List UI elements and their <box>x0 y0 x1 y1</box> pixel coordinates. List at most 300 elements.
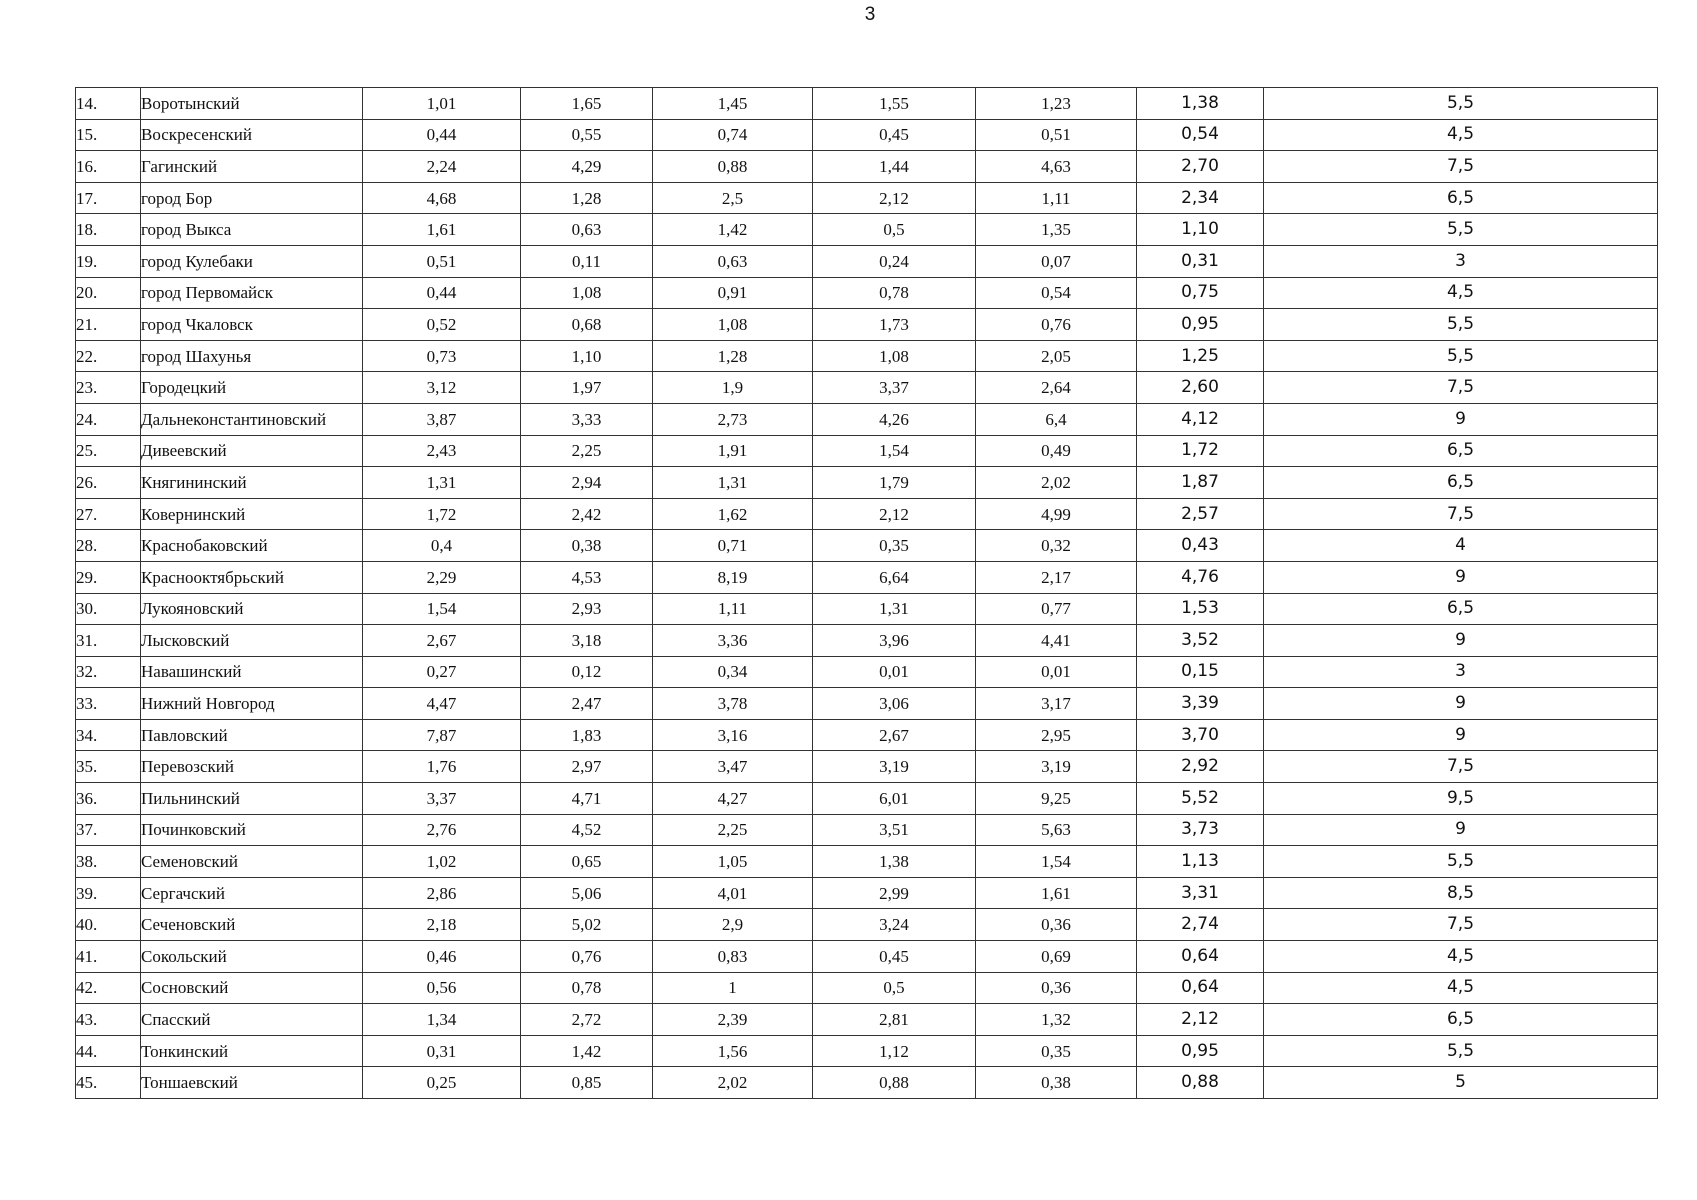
value-cell: 4,99 <box>976 498 1137 530</box>
average-cell: 0,64 <box>1137 972 1264 1004</box>
row-number-cell: 29. <box>76 561 141 593</box>
value-cell: 3,87 <box>363 403 521 435</box>
value-cell: 4,52 <box>521 814 653 846</box>
row-number-cell: 28. <box>76 530 141 562</box>
average-cell: 0,43 <box>1137 530 1264 562</box>
value-cell: 7,87 <box>363 719 521 751</box>
value-cell: 1,08 <box>813 340 976 372</box>
average-cell: 1,72 <box>1137 435 1264 467</box>
score-cell: 5,5 <box>1264 340 1658 372</box>
value-cell: 2,64 <box>976 372 1137 404</box>
value-cell: 2,86 <box>363 877 521 909</box>
district-name-cell: Княгининский <box>141 467 363 499</box>
value-cell: 0,51 <box>363 245 521 277</box>
value-cell: 0,78 <box>813 277 976 309</box>
value-cell: 1,08 <box>653 309 813 341</box>
score-cell: 9 <box>1264 625 1658 657</box>
value-cell: 1,02 <box>363 846 521 878</box>
district-name-cell: Сосновский <box>141 972 363 1004</box>
district-name-cell: город Выкса <box>141 214 363 246</box>
value-cell: 6,64 <box>813 561 976 593</box>
value-cell: 4,47 <box>363 688 521 720</box>
table-row <box>76 182 1658 214</box>
average-cell: 4,76 <box>1137 561 1264 593</box>
value-cell: 5,06 <box>521 877 653 909</box>
row-number-cell: 39. <box>76 877 141 909</box>
value-cell: 0,01 <box>976 656 1137 688</box>
value-cell: 4,71 <box>521 783 653 815</box>
value-cell: 2,95 <box>976 719 1137 751</box>
value-cell: 4,29 <box>521 151 653 183</box>
value-cell: 0,5 <box>813 214 976 246</box>
value-cell: 1,31 <box>653 467 813 499</box>
table-row <box>76 151 1658 183</box>
table-row <box>76 498 1658 530</box>
value-cell: 0,63 <box>521 214 653 246</box>
value-cell: 8,19 <box>653 561 813 593</box>
value-cell: 3,19 <box>976 751 1137 783</box>
score-cell: 3 <box>1264 656 1658 688</box>
table-row <box>76 1004 1658 1036</box>
row-number-cell: 44. <box>76 1035 141 1067</box>
score-cell: 6,5 <box>1264 1004 1658 1036</box>
value-cell: 2,39 <box>653 1004 813 1036</box>
value-cell: 2,12 <box>813 498 976 530</box>
value-cell: 0,91 <box>653 277 813 309</box>
score-cell: 5,5 <box>1264 1035 1658 1067</box>
row-number-cell: 34. <box>76 719 141 751</box>
value-cell: 3,96 <box>813 625 976 657</box>
score-cell: 9 <box>1264 688 1658 720</box>
table-row <box>76 530 1658 562</box>
value-cell: 1,11 <box>653 593 813 625</box>
row-number-cell: 37. <box>76 814 141 846</box>
district-name-cell: Гагинский <box>141 151 363 183</box>
row-number-cell: 42. <box>76 972 141 1004</box>
value-cell: 1,05 <box>653 846 813 878</box>
value-cell: 2,47 <box>521 688 653 720</box>
value-cell: 0,51 <box>976 119 1137 151</box>
district-name-cell: Сеченовский <box>141 909 363 941</box>
average-cell: 1,87 <box>1137 467 1264 499</box>
average-cell: 3,39 <box>1137 688 1264 720</box>
value-cell: 2,81 <box>813 1004 976 1036</box>
score-cell: 4,5 <box>1264 119 1658 151</box>
district-name-cell: Ковернинский <box>141 498 363 530</box>
value-cell: 2,25 <box>521 435 653 467</box>
average-cell: 1,25 <box>1137 340 1264 372</box>
row-number-cell: 41. <box>76 941 141 973</box>
value-cell: 3,06 <box>813 688 976 720</box>
district-name-cell: Перевозский <box>141 751 363 783</box>
district-name-cell: Краснооктябрьский <box>141 561 363 593</box>
value-cell: 1,42 <box>653 214 813 246</box>
value-cell: 2,24 <box>363 151 521 183</box>
value-cell: 1,72 <box>363 498 521 530</box>
value-cell: 1,32 <box>976 1004 1137 1036</box>
value-cell: 2,99 <box>813 877 976 909</box>
district-name-cell: Семеновский <box>141 846 363 878</box>
value-cell: 0,44 <box>363 277 521 309</box>
average-cell: 0,75 <box>1137 277 1264 309</box>
score-cell: 8,5 <box>1264 877 1658 909</box>
value-cell: 0,65 <box>521 846 653 878</box>
value-cell: 0,55 <box>521 119 653 151</box>
value-cell: 0,36 <box>976 909 1137 941</box>
value-cell: 3,37 <box>363 783 521 815</box>
row-number-cell: 18. <box>76 214 141 246</box>
score-cell: 9,5 <box>1264 783 1658 815</box>
value-cell: 0,32 <box>976 530 1137 562</box>
value-cell: 1,45 <box>653 88 813 120</box>
value-cell: 2,17 <box>976 561 1137 593</box>
score-cell: 9 <box>1264 561 1658 593</box>
value-cell: 1,61 <box>363 214 521 246</box>
score-cell: 7,5 <box>1264 372 1658 404</box>
district-name-cell: Сокольский <box>141 941 363 973</box>
row-number-cell: 33. <box>76 688 141 720</box>
table-row <box>76 941 1658 973</box>
row-number-cell: 20. <box>76 277 141 309</box>
value-cell: 2,97 <box>521 751 653 783</box>
district-name-cell: город Первомайск <box>141 277 363 309</box>
row-number-cell: 32. <box>76 656 141 688</box>
value-cell: 1,76 <box>363 751 521 783</box>
value-cell: 1,01 <box>363 88 521 120</box>
district-name-cell: город Шахунья <box>141 340 363 372</box>
value-cell: 2,9 <box>653 909 813 941</box>
value-cell: 3,12 <box>363 372 521 404</box>
data-table <box>75 87 1658 1099</box>
value-cell: 5,02 <box>521 909 653 941</box>
table-row <box>76 1035 1658 1067</box>
score-cell: 4 <box>1264 530 1658 562</box>
value-cell: 0,54 <box>976 277 1137 309</box>
value-cell: 1,11 <box>976 182 1137 214</box>
value-cell: 1,10 <box>521 340 653 372</box>
score-cell: 5,5 <box>1264 214 1658 246</box>
table-row <box>76 340 1658 372</box>
district-name-cell: город Чкаловск <box>141 309 363 341</box>
value-cell: 6,4 <box>976 403 1137 435</box>
value-cell: 1,61 <box>976 877 1137 909</box>
value-cell: 0,74 <box>653 119 813 151</box>
value-cell: 0,76 <box>976 309 1137 341</box>
value-cell: 1,28 <box>653 340 813 372</box>
value-cell: 3,51 <box>813 814 976 846</box>
table-row <box>76 309 1658 341</box>
score-cell: 3 <box>1264 245 1658 277</box>
row-number-cell: 35. <box>76 751 141 783</box>
table-row <box>76 435 1658 467</box>
value-cell: 4,27 <box>653 783 813 815</box>
value-cell: 1,54 <box>813 435 976 467</box>
score-cell: 6,5 <box>1264 467 1658 499</box>
value-cell: 2,94 <box>521 467 653 499</box>
row-number-cell: 16. <box>76 151 141 183</box>
row-number-cell: 40. <box>76 909 141 941</box>
score-cell: 9 <box>1264 719 1658 751</box>
value-cell: 3,18 <box>521 625 653 657</box>
average-cell: 1,53 <box>1137 593 1264 625</box>
table-row <box>76 214 1658 246</box>
row-number-cell: 30. <box>76 593 141 625</box>
value-cell: 1,38 <box>813 846 976 878</box>
value-cell: 2,5 <box>653 182 813 214</box>
value-cell: 1,91 <box>653 435 813 467</box>
average-cell: 0,15 <box>1137 656 1264 688</box>
value-cell: 0,88 <box>653 151 813 183</box>
average-cell: 0,64 <box>1137 941 1264 973</box>
score-cell: 4,5 <box>1264 972 1658 1004</box>
value-cell: 0,45 <box>813 119 976 151</box>
score-cell: 5,5 <box>1264 846 1658 878</box>
value-cell: 0,76 <box>521 941 653 973</box>
value-cell: 1,23 <box>976 88 1137 120</box>
average-cell: 3,31 <box>1137 877 1264 909</box>
value-cell: 9,25 <box>976 783 1137 815</box>
value-cell: 0,5 <box>813 972 976 1004</box>
table-row <box>76 245 1658 277</box>
score-cell: 5,5 <box>1264 88 1658 120</box>
value-cell: 1,62 <box>653 498 813 530</box>
row-number-cell: 15. <box>76 119 141 151</box>
value-cell: 3,19 <box>813 751 976 783</box>
district-name-cell: Сергачский <box>141 877 363 909</box>
average-cell: 1,10 <box>1137 214 1264 246</box>
table-row <box>76 783 1658 815</box>
value-cell: 0,36 <box>976 972 1137 1004</box>
value-cell: 2,72 <box>521 1004 653 1036</box>
district-name-cell: Краснобаковский <box>141 530 363 562</box>
average-cell: 2,12 <box>1137 1004 1264 1036</box>
table-body <box>76 88 1658 1099</box>
value-cell: 0,44 <box>363 119 521 151</box>
score-cell: 6,5 <box>1264 182 1658 214</box>
table-row <box>76 403 1658 435</box>
value-cell: 3,24 <box>813 909 976 941</box>
value-cell: 1,31 <box>813 593 976 625</box>
score-cell: 4,5 <box>1264 941 1658 973</box>
value-cell: 2,29 <box>363 561 521 593</box>
value-cell: 1,55 <box>813 88 976 120</box>
value-cell: 1,73 <box>813 309 976 341</box>
score-cell: 9 <box>1264 403 1658 435</box>
average-cell: 0,31 <box>1137 245 1264 277</box>
average-cell: 1,13 <box>1137 846 1264 878</box>
average-cell: 2,70 <box>1137 151 1264 183</box>
average-cell: 2,34 <box>1137 182 1264 214</box>
row-number-cell: 45. <box>76 1067 141 1099</box>
value-cell: 0,35 <box>976 1035 1137 1067</box>
score-cell: 7,5 <box>1264 151 1658 183</box>
value-cell: 0,38 <box>976 1067 1137 1099</box>
value-cell: 0,85 <box>521 1067 653 1099</box>
value-cell: 0,83 <box>653 941 813 973</box>
row-number-cell: 25. <box>76 435 141 467</box>
value-cell: 1,54 <box>976 846 1137 878</box>
score-cell: 5 <box>1264 1067 1658 1099</box>
value-cell: 0,4 <box>363 530 521 562</box>
value-cell: 2,43 <box>363 435 521 467</box>
value-cell: 0,12 <box>521 656 653 688</box>
value-cell: 3,37 <box>813 372 976 404</box>
district-name-cell: Городецкий <box>141 372 363 404</box>
district-name-cell: Навашинский <box>141 656 363 688</box>
average-cell: 1,38 <box>1137 88 1264 120</box>
value-cell: 0,71 <box>653 530 813 562</box>
average-cell: 2,60 <box>1137 372 1264 404</box>
value-cell: 1,31 <box>363 467 521 499</box>
district-name-cell: Тоншаевский <box>141 1067 363 1099</box>
average-cell: 2,74 <box>1137 909 1264 941</box>
average-cell: 0,54 <box>1137 119 1264 151</box>
table-row <box>76 719 1658 751</box>
row-number-cell: 14. <box>76 88 141 120</box>
average-cell: 2,57 <box>1137 498 1264 530</box>
average-cell: 3,73 <box>1137 814 1264 846</box>
value-cell: 5,63 <box>976 814 1137 846</box>
table-row <box>76 688 1658 720</box>
value-cell: 1,42 <box>521 1035 653 1067</box>
district-name-cell: Воскресенский <box>141 119 363 151</box>
table-row <box>76 1067 1658 1099</box>
value-cell: 2,42 <box>521 498 653 530</box>
value-cell: 1,54 <box>363 593 521 625</box>
value-cell: 0,25 <box>363 1067 521 1099</box>
value-cell: 2,73 <box>653 403 813 435</box>
value-cell: 0,01 <box>813 656 976 688</box>
value-cell: 1,12 <box>813 1035 976 1067</box>
value-cell: 0,27 <box>363 656 521 688</box>
value-cell: 2,67 <box>363 625 521 657</box>
row-number-cell: 17. <box>76 182 141 214</box>
value-cell: 0,56 <box>363 972 521 1004</box>
value-cell: 1 <box>653 972 813 1004</box>
value-cell: 0,24 <box>813 245 976 277</box>
value-cell: 4,01 <box>653 877 813 909</box>
value-cell: 2,25 <box>653 814 813 846</box>
district-name-cell: город Бор <box>141 182 363 214</box>
value-cell: 0,31 <box>363 1035 521 1067</box>
table-row <box>76 814 1658 846</box>
district-name-cell: Дивеевский <box>141 435 363 467</box>
table-row <box>76 751 1658 783</box>
value-cell: 3,36 <box>653 625 813 657</box>
value-cell: 3,16 <box>653 719 813 751</box>
value-cell: 0,49 <box>976 435 1137 467</box>
average-cell: 0,95 <box>1137 1035 1264 1067</box>
value-cell: 0,68 <box>521 309 653 341</box>
score-cell: 7,5 <box>1264 751 1658 783</box>
value-cell: 4,26 <box>813 403 976 435</box>
district-name-cell: Лысковский <box>141 625 363 657</box>
value-cell: 0,77 <box>976 593 1137 625</box>
row-number-cell: 27. <box>76 498 141 530</box>
value-cell: 3,17 <box>976 688 1137 720</box>
average-cell: 2,92 <box>1137 751 1264 783</box>
table-row <box>76 877 1658 909</box>
value-cell: 0,46 <box>363 941 521 973</box>
table-row <box>76 119 1658 151</box>
district-name-cell: Спасский <box>141 1004 363 1036</box>
row-number-cell: 19. <box>76 245 141 277</box>
value-cell: 0,78 <box>521 972 653 1004</box>
value-cell: 2,05 <box>976 340 1137 372</box>
value-cell: 3,47 <box>653 751 813 783</box>
row-number-cell: 36. <box>76 783 141 815</box>
row-number-cell: 26. <box>76 467 141 499</box>
value-cell: 2,67 <box>813 719 976 751</box>
page-number: 3 <box>864 4 876 25</box>
value-cell: 1,79 <box>813 467 976 499</box>
average-cell: 0,88 <box>1137 1067 1264 1099</box>
value-cell: 1,34 <box>363 1004 521 1036</box>
district-name-cell: Павловский <box>141 719 363 751</box>
score-cell: 6,5 <box>1264 593 1658 625</box>
value-cell: 1,08 <box>521 277 653 309</box>
value-cell: 0,63 <box>653 245 813 277</box>
value-cell: 2,93 <box>521 593 653 625</box>
value-cell: 3,78 <box>653 688 813 720</box>
value-cell: 2,18 <box>363 909 521 941</box>
value-cell: 0,88 <box>813 1067 976 1099</box>
value-cell: 0,69 <box>976 941 1137 973</box>
value-cell: 4,53 <box>521 561 653 593</box>
table-row <box>76 467 1658 499</box>
average-cell: 3,70 <box>1137 719 1264 751</box>
value-cell: 2,12 <box>813 182 976 214</box>
row-number-cell: 43. <box>76 1004 141 1036</box>
value-cell: 4,63 <box>976 151 1137 183</box>
district-name-cell: город Кулебаки <box>141 245 363 277</box>
district-name-cell: Нижний Новгород <box>141 688 363 720</box>
district-name-cell: Тонкинский <box>141 1035 363 1067</box>
district-name-cell: Воротынский <box>141 88 363 120</box>
value-cell: 2,02 <box>976 467 1137 499</box>
value-cell: 1,9 <box>653 372 813 404</box>
value-cell: 2,02 <box>653 1067 813 1099</box>
value-cell: 1,44 <box>813 151 976 183</box>
value-cell: 0,45 <box>813 941 976 973</box>
table-row <box>76 372 1658 404</box>
table-row <box>76 593 1658 625</box>
value-cell: 4,41 <box>976 625 1137 657</box>
row-number-cell: 38. <box>76 846 141 878</box>
value-cell: 4,68 <box>363 182 521 214</box>
table-row <box>76 88 1658 120</box>
value-cell: 0,11 <box>521 245 653 277</box>
value-cell: 0,34 <box>653 656 813 688</box>
district-name-cell: Лукояновский <box>141 593 363 625</box>
row-number-cell: 23. <box>76 372 141 404</box>
value-cell: 1,28 <box>521 182 653 214</box>
value-cell: 1,56 <box>653 1035 813 1067</box>
average-cell: 5,52 <box>1137 783 1264 815</box>
value-cell: 0,07 <box>976 245 1137 277</box>
value-cell: 1,83 <box>521 719 653 751</box>
row-number-cell: 31. <box>76 625 141 657</box>
score-cell: 9 <box>1264 814 1658 846</box>
value-cell: 1,35 <box>976 214 1137 246</box>
value-cell: 1,97 <box>521 372 653 404</box>
value-cell: 0,73 <box>363 340 521 372</box>
row-number-cell: 24. <box>76 403 141 435</box>
district-name-cell: Пильнинский <box>141 783 363 815</box>
average-cell: 3,52 <box>1137 625 1264 657</box>
score-cell: 7,5 <box>1264 909 1658 941</box>
table-row <box>76 625 1658 657</box>
